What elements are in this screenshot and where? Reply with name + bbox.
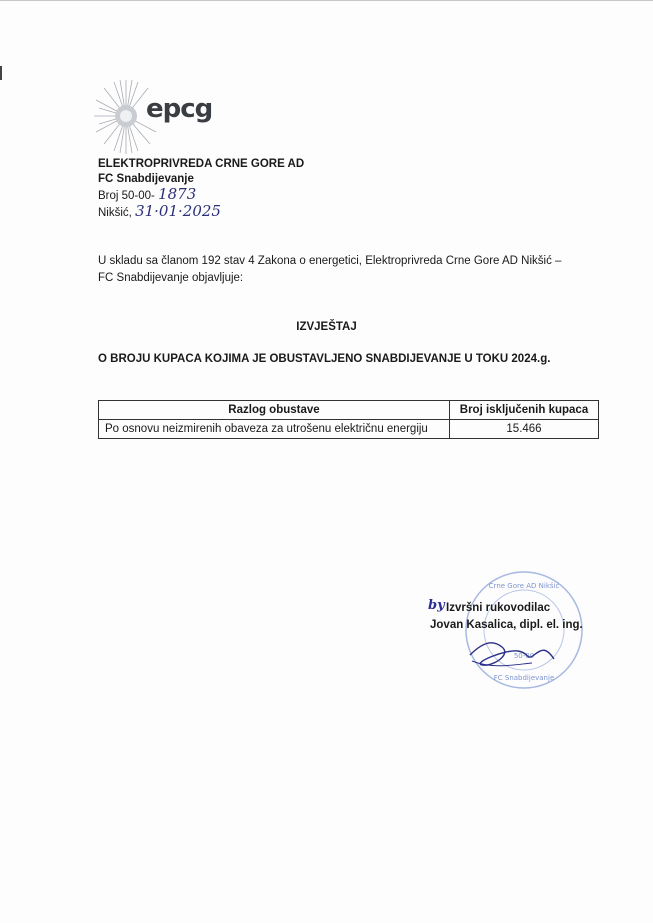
reference-handwritten: 1873 — [158, 185, 197, 203]
department-name: FC Snabdijevanje — [98, 173, 194, 185]
column-header-count: Broj isključenih kupaca — [450, 401, 599, 420]
reference-prefix: Broj 50-00- — [98, 190, 155, 202]
signatory-role: Izvršni rukovodilac — [446, 602, 551, 614]
place-date — [98, 204, 304, 221]
top-border — [0, 0, 653, 1]
signatory-name: Jovan Kasalica, dipl. el. ing. — [430, 619, 583, 631]
cell-count: 15.466 — [450, 420, 599, 439]
column-header-reason: Razlog obustave — [99, 401, 450, 420]
intro-paragraph: U skladu sa članom 192 stav 4 Zakona o energetici, Elektroprivreda Crne Gore AD Nikšić – FC Snabdijevanje objavljuje: — [98, 255, 562, 284]
cell-reason: Po osnovu neizmirenih obaveza za utrošenu električnu energiju — [99, 420, 450, 439]
handwritten-initials: by — [428, 598, 445, 613]
report-title: IZVJEŠTAJ — [296, 321, 357, 333]
stamp-number: 50-00 — [513, 652, 535, 660]
stamp-text-top: Crne Gore AD Nikšić — [488, 582, 560, 590]
company-logo — [94, 76, 234, 156]
stamp-text-bottom: FC Snabdijevanje — [493, 674, 555, 682]
handwritten-signature — [462, 625, 562, 685]
table-header-row — [99, 401, 599, 420]
report-subtitle: O BROJU KUPACA KOJIMA JE OBUSTAVLJENO SNABDIJEVANJE U TOKU 2024.g. — [98, 353, 551, 365]
logo-wordmark: epcg — [146, 94, 213, 124]
place: Nikšić, — [98, 207, 132, 219]
company-name: ELEKTROPRIVREDA CRNE GORE AD — [98, 158, 305, 170]
table-row — [99, 420, 599, 439]
report-table — [98, 400, 599, 439]
margin-mark — [0, 66, 2, 80]
letter-header — [98, 157, 304, 221]
date-handwritten: 31·01·2025 — [135, 202, 221, 220]
